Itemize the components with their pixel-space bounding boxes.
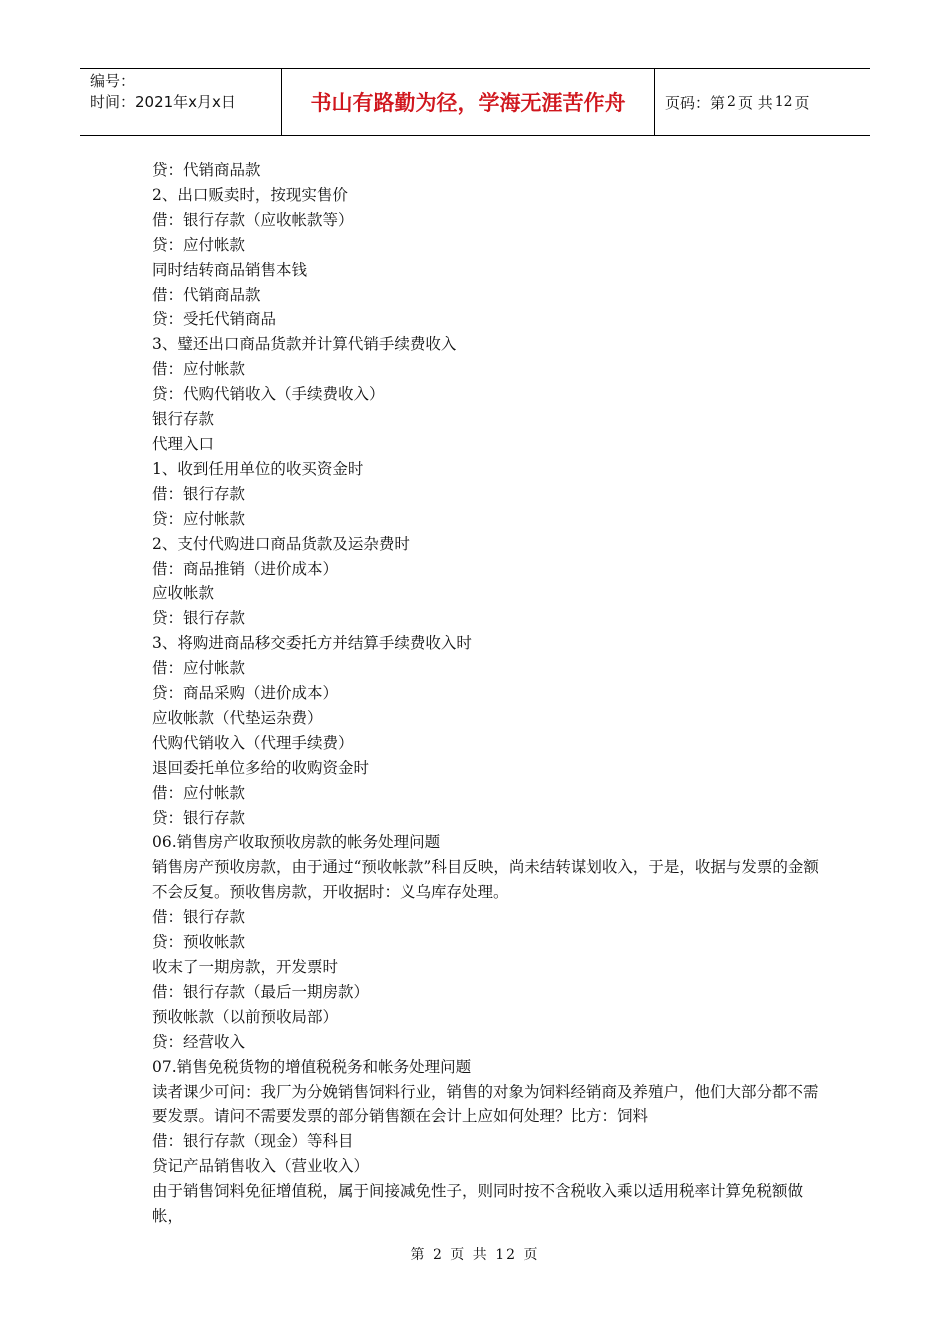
text-line: 贷：受托代销商品 [152, 310, 277, 329]
page-header [80, 68, 870, 136]
text-line: 07.销售免税货物的增值税税务和帐务处理问题 [152, 1057, 472, 1076]
text-line: 读者课少可问：我厂为分娩销售饲料行业，销售的对象为饲料经销商及养殖户，他们大部分都不需要发票。请问不需要发票的部分销售额在会计上应如何处理？比方：饲料 [152, 1082, 819, 1126]
text-line: 借：银行存款 [152, 484, 246, 503]
text-line: 预收帐款（以前预收局部） [152, 1007, 339, 1026]
page-current: 2 [727, 94, 736, 110]
text-line: 借：银行存款（应收帐款等） [152, 210, 354, 229]
page-total: 12 [774, 94, 793, 110]
text-line: 借：银行存款（最后一期房款） [152, 982, 370, 1001]
header-page-info [655, 69, 870, 135]
text-line: 银行存款 [152, 410, 215, 429]
text-line: 贷：经营收入 [152, 1032, 246, 1051]
text-line: 借：应付帐款 [152, 659, 246, 678]
text-line: 贷记产品销售收入（营业收入） [152, 1157, 370, 1176]
text-line: 贷：应付帐款 [152, 509, 246, 528]
page-suffix: 页 [794, 93, 810, 112]
header-motto: 书山有路勤为径，学海无涯苦作舟 [282, 69, 655, 135]
text-line: 借：银行存款（现金）等科目 [152, 1132, 354, 1151]
text-line: 借：应付帐款 [152, 360, 246, 379]
text-line: 贷：代销商品款 [152, 161, 261, 179]
text-line: 贷：银行存款 [152, 609, 246, 628]
text-line: 代理入口 [152, 434, 215, 453]
text-line: 收末了一期房款，开发票时 [152, 958, 339, 976]
number-label: 编号： [90, 72, 136, 90]
page-prefix: 页码：第 [665, 93, 726, 112]
header-meta [80, 69, 282, 135]
document-body [152, 158, 828, 1229]
text-line: 代购代销收入（代理手续费） [152, 733, 354, 752]
text-line: 借：银行存款 [152, 908, 246, 927]
text-line: 06.销售房产收取预收房款的帐务处理问题 [152, 833, 441, 852]
text-line: 同时结转商品销售本钱 [152, 260, 308, 279]
text-line: 销售房产预收房款，由于通过“预收帐款”科目反映，尚未结转谋划收入，于是，收据与发票的金额不会反复。预收售房款，开收据时：义乌库存处理。 [152, 858, 819, 902]
text-line: 贷：代购代销收入（手续费收入） [152, 385, 385, 404]
text-line: 应收帐款（代垫运杂费） [152, 708, 323, 727]
text-line: 2、出口贩卖时，按现实售价 [152, 185, 348, 204]
text-line: 3、将购进商品移交委托方并结算手续费收入时 [152, 634, 472, 653]
text-line: 贷：应付帐款 [152, 235, 246, 254]
text-line: 借：商品推销（进价成本） [152, 559, 339, 578]
time-label: 时间：2021年x月x日 [90, 93, 236, 111]
text-line: 贷：商品采购（进价成本） [152, 684, 339, 703]
page-mid: 页 共 [737, 93, 773, 112]
text-line: 贷：银行存款 [152, 808, 246, 827]
text-line: 3、璧还出口商品货款并计算代销手续费收入 [152, 335, 457, 354]
page-footer: 第 2 页 共 12 页 [410, 1247, 540, 1263]
text-line: 1、收到任用单位的收买资金时 [152, 459, 364, 478]
text-line: 借：代销商品款 [152, 285, 261, 304]
text-line: 应收帐款 [152, 584, 215, 603]
text-line: 由于销售饲料免征增值税，属于间接减免性子，则同时按不含税收入乘以适用税率计算免税额做帐， [152, 1182, 804, 1226]
text-line: 退回委托单位多给的收购资金时 [152, 758, 370, 777]
text-line: 借：应付帐款 [152, 783, 246, 802]
text-line: 2、支付代购进口商品货款及运杂费时 [152, 534, 410, 553]
text-line: 贷：预收帐款 [152, 933, 246, 952]
